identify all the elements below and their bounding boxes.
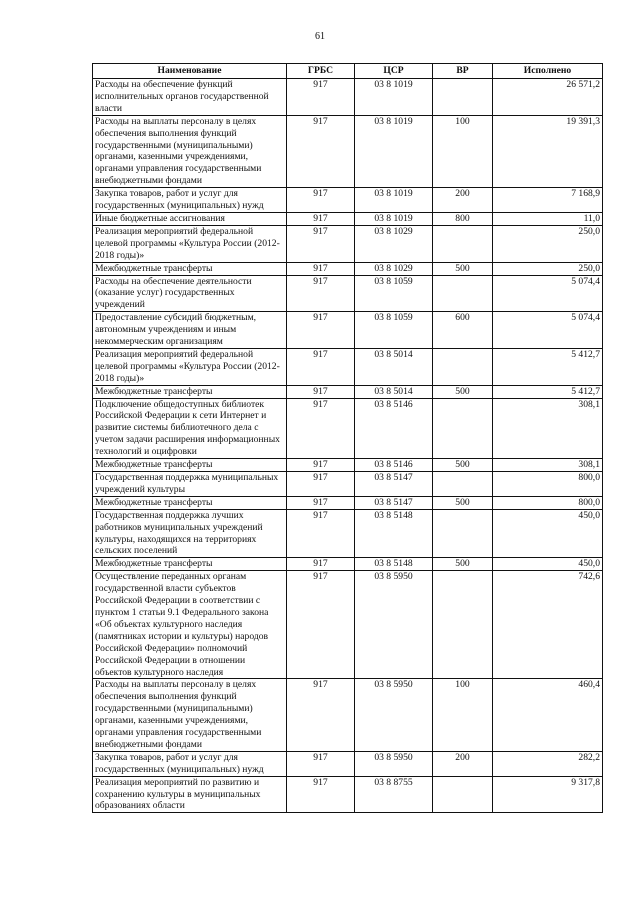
cell-name: Межбюджетные трансферты: [93, 459, 287, 472]
table-row: [93, 496, 603, 509]
cell-grbs: 917: [287, 348, 355, 385]
cell-name: Подключение общедоступных библиотек Российской Федерации к сети Интернет и развитие системы библиотечного дела с учетом задачи расширения информационных технологий и оцифровки: [93, 398, 287, 459]
table-row: [93, 776, 603, 813]
cell-name: Государственная поддержка муниципальных учреждений культуры: [93, 472, 287, 497]
cell-sum: 26 571,2: [493, 79, 603, 116]
cell-grbs: 917: [287, 115, 355, 187]
cell-sum: 308,1: [493, 459, 603, 472]
cell-name: Иные бюджетные ассигнования: [93, 212, 287, 225]
cell-sum: 250,0: [493, 262, 603, 275]
cell-vr: [433, 398, 493, 459]
budget-execution-table: [92, 63, 603, 813]
cell-sum: 7 168,9: [493, 188, 603, 213]
cell-vr: [433, 79, 493, 116]
table-row: [93, 459, 603, 472]
table-row: [93, 225, 603, 262]
cell-name: Осуществление переданных органам государственной власти субъектов Российской Федерации в соответствии с пунктом 1 статьи 9.1 Федерального закона «Об объектах культурного наследия (памятниках истории и культуры) народов Российской Федерации» полномочий Российской Федерации в отношении объектов культурного наследия: [93, 571, 287, 679]
cell-csr: 03 8 1019: [355, 115, 433, 187]
cell-vr: [433, 348, 493, 385]
cell-sum: 5 412,7: [493, 385, 603, 398]
cell-name: Межбюджетные трансферты: [93, 558, 287, 571]
cell-grbs: 917: [287, 558, 355, 571]
cell-csr: 03 8 5014: [355, 385, 433, 398]
cell-name: Закупка товаров, работ и услуг для государственных (муниципальных) нужд: [93, 751, 287, 776]
cell-vr: 500: [433, 262, 493, 275]
cell-sum: 19 391,3: [493, 115, 603, 187]
cell-name: Межбюджетные трансферты: [93, 496, 287, 509]
cell-grbs: 917: [287, 79, 355, 116]
cell-csr: 03 8 5148: [355, 558, 433, 571]
cell-name: Закупка товаров, работ и услуг для государственных (муниципальных) нужд: [93, 188, 287, 213]
cell-vr: [433, 776, 493, 813]
table-row: [93, 472, 603, 497]
cell-grbs: 917: [287, 509, 355, 558]
table-row: [93, 751, 603, 776]
cell-csr: 03 8 5146: [355, 459, 433, 472]
cell-grbs: 917: [287, 571, 355, 679]
cell-name: Реализация мероприятий по развитию и сохранению культуры в муниципальных образованиях области: [93, 776, 287, 813]
cell-csr: 03 8 8755: [355, 776, 433, 813]
cell-vr: 500: [433, 385, 493, 398]
cell-csr: 03 8 5950: [355, 571, 433, 679]
column-header-csr: ЦСР: [355, 64, 433, 79]
cell-vr: 800: [433, 212, 493, 225]
table-row: [93, 679, 603, 751]
cell-name: Расходы на обеспечение деятельности (оказание услуг) государственных учреждений: [93, 275, 287, 312]
cell-csr: 03 8 1059: [355, 312, 433, 349]
cell-vr: 100: [433, 115, 493, 187]
cell-sum: 308,1: [493, 398, 603, 459]
cell-name: Государственная поддержка лучших работников муниципальных учреждений культуры, находящихся на территориях сельских поселений: [93, 509, 287, 558]
cell-grbs: 917: [287, 225, 355, 262]
table-row: [93, 348, 603, 385]
cell-name: Реализация мероприятий федеральной целевой программы «Культура России (2012-2018 годы)»: [93, 225, 287, 262]
cell-name: Расходы на выплаты персоналу в целях обеспечения выполнения функций государственными (муниципальными) органами, казенными учреждениями, органами управления государственными внебюджетными фондами: [93, 679, 287, 751]
cell-csr: 03 8 5147: [355, 496, 433, 509]
cell-sum: 282,2: [493, 751, 603, 776]
cell-csr: 03 8 5148: [355, 509, 433, 558]
page-number: 61: [315, 31, 325, 42]
cell-name: Реализация мероприятий федеральной целевой программы «Культура России (2012-2018 годы)»: [93, 348, 287, 385]
cell-csr: 03 8 1019: [355, 188, 433, 213]
cell-sum: 5 074,4: [493, 312, 603, 349]
cell-vr: 600: [433, 312, 493, 349]
cell-sum: 460,4: [493, 679, 603, 751]
cell-grbs: 917: [287, 398, 355, 459]
cell-sum: 5 074,4: [493, 275, 603, 312]
cell-name: Расходы на обеспечение функций исполнительных органов государственной власти: [93, 79, 287, 116]
cell-grbs: 917: [287, 212, 355, 225]
cell-csr: 03 8 1019: [355, 79, 433, 116]
cell-grbs: 917: [287, 496, 355, 509]
cell-grbs: 917: [287, 385, 355, 398]
cell-csr: 03 8 5147: [355, 472, 433, 497]
cell-sum: 800,0: [493, 496, 603, 509]
table-row: [93, 385, 603, 398]
cell-vr: [433, 275, 493, 312]
column-header-grbs: ГРБС: [287, 64, 355, 79]
table-row: [93, 188, 603, 213]
cell-sum: 11,0: [493, 212, 603, 225]
table-row: [93, 115, 603, 187]
cell-grbs: 917: [287, 472, 355, 497]
column-header-name: Наименование: [93, 64, 287, 79]
cell-csr: 03 8 1019: [355, 212, 433, 225]
cell-sum: 742,6: [493, 571, 603, 679]
cell-grbs: 917: [287, 459, 355, 472]
table-row: [93, 509, 603, 558]
cell-vr: [433, 509, 493, 558]
cell-sum: 450,0: [493, 558, 603, 571]
cell-sum: 9 317,8: [493, 776, 603, 813]
cell-vr: 500: [433, 496, 493, 509]
cell-name: Межбюджетные трансферты: [93, 385, 287, 398]
table-header-row: [93, 64, 603, 79]
table-row: [93, 558, 603, 571]
cell-csr: 03 8 5014: [355, 348, 433, 385]
column-header-vr: ВР: [433, 64, 493, 79]
cell-grbs: 917: [287, 312, 355, 349]
cell-grbs: 917: [287, 751, 355, 776]
cell-csr: 03 8 1059: [355, 275, 433, 312]
table-row: [93, 571, 603, 679]
cell-vr: 500: [433, 459, 493, 472]
cell-name: Предоставление субсидий бюджетным, автономным учреждениям и иным некоммерческим организациям: [93, 312, 287, 349]
cell-sum: 5 412,7: [493, 348, 603, 385]
cell-grbs: 917: [287, 776, 355, 813]
cell-grbs: 917: [287, 275, 355, 312]
table-row: [93, 262, 603, 275]
cell-name: Расходы на выплаты персоналу в целях обеспечения выполнения функций государственными (муниципальными) органами, казенными учреждениями, органами управления государственными внебюджетными фондами: [93, 115, 287, 187]
cell-csr: 03 8 5950: [355, 751, 433, 776]
cell-grbs: 917: [287, 262, 355, 275]
cell-vr: [433, 571, 493, 679]
table-row: [93, 212, 603, 225]
cell-vr: 500: [433, 558, 493, 571]
table-row: [93, 275, 603, 312]
cell-name: Межбюджетные трансферты: [93, 262, 287, 275]
cell-sum: 800,0: [493, 472, 603, 497]
cell-vr: 200: [433, 188, 493, 213]
cell-vr: [433, 472, 493, 497]
cell-csr: 03 8 5950: [355, 679, 433, 751]
cell-vr: 200: [433, 751, 493, 776]
cell-sum: 450,0: [493, 509, 603, 558]
table-row: [93, 398, 603, 459]
cell-csr: 03 8 5146: [355, 398, 433, 459]
column-header-sum: Исполнено: [493, 64, 603, 79]
cell-vr: 100: [433, 679, 493, 751]
cell-csr: 03 8 1029: [355, 262, 433, 275]
table-row: [93, 312, 603, 349]
cell-grbs: 917: [287, 188, 355, 213]
cell-vr: [433, 225, 493, 262]
cell-sum: 250,0: [493, 225, 603, 262]
table-row: [93, 79, 603, 116]
cell-csr: 03 8 1029: [355, 225, 433, 262]
cell-grbs: 917: [287, 679, 355, 751]
